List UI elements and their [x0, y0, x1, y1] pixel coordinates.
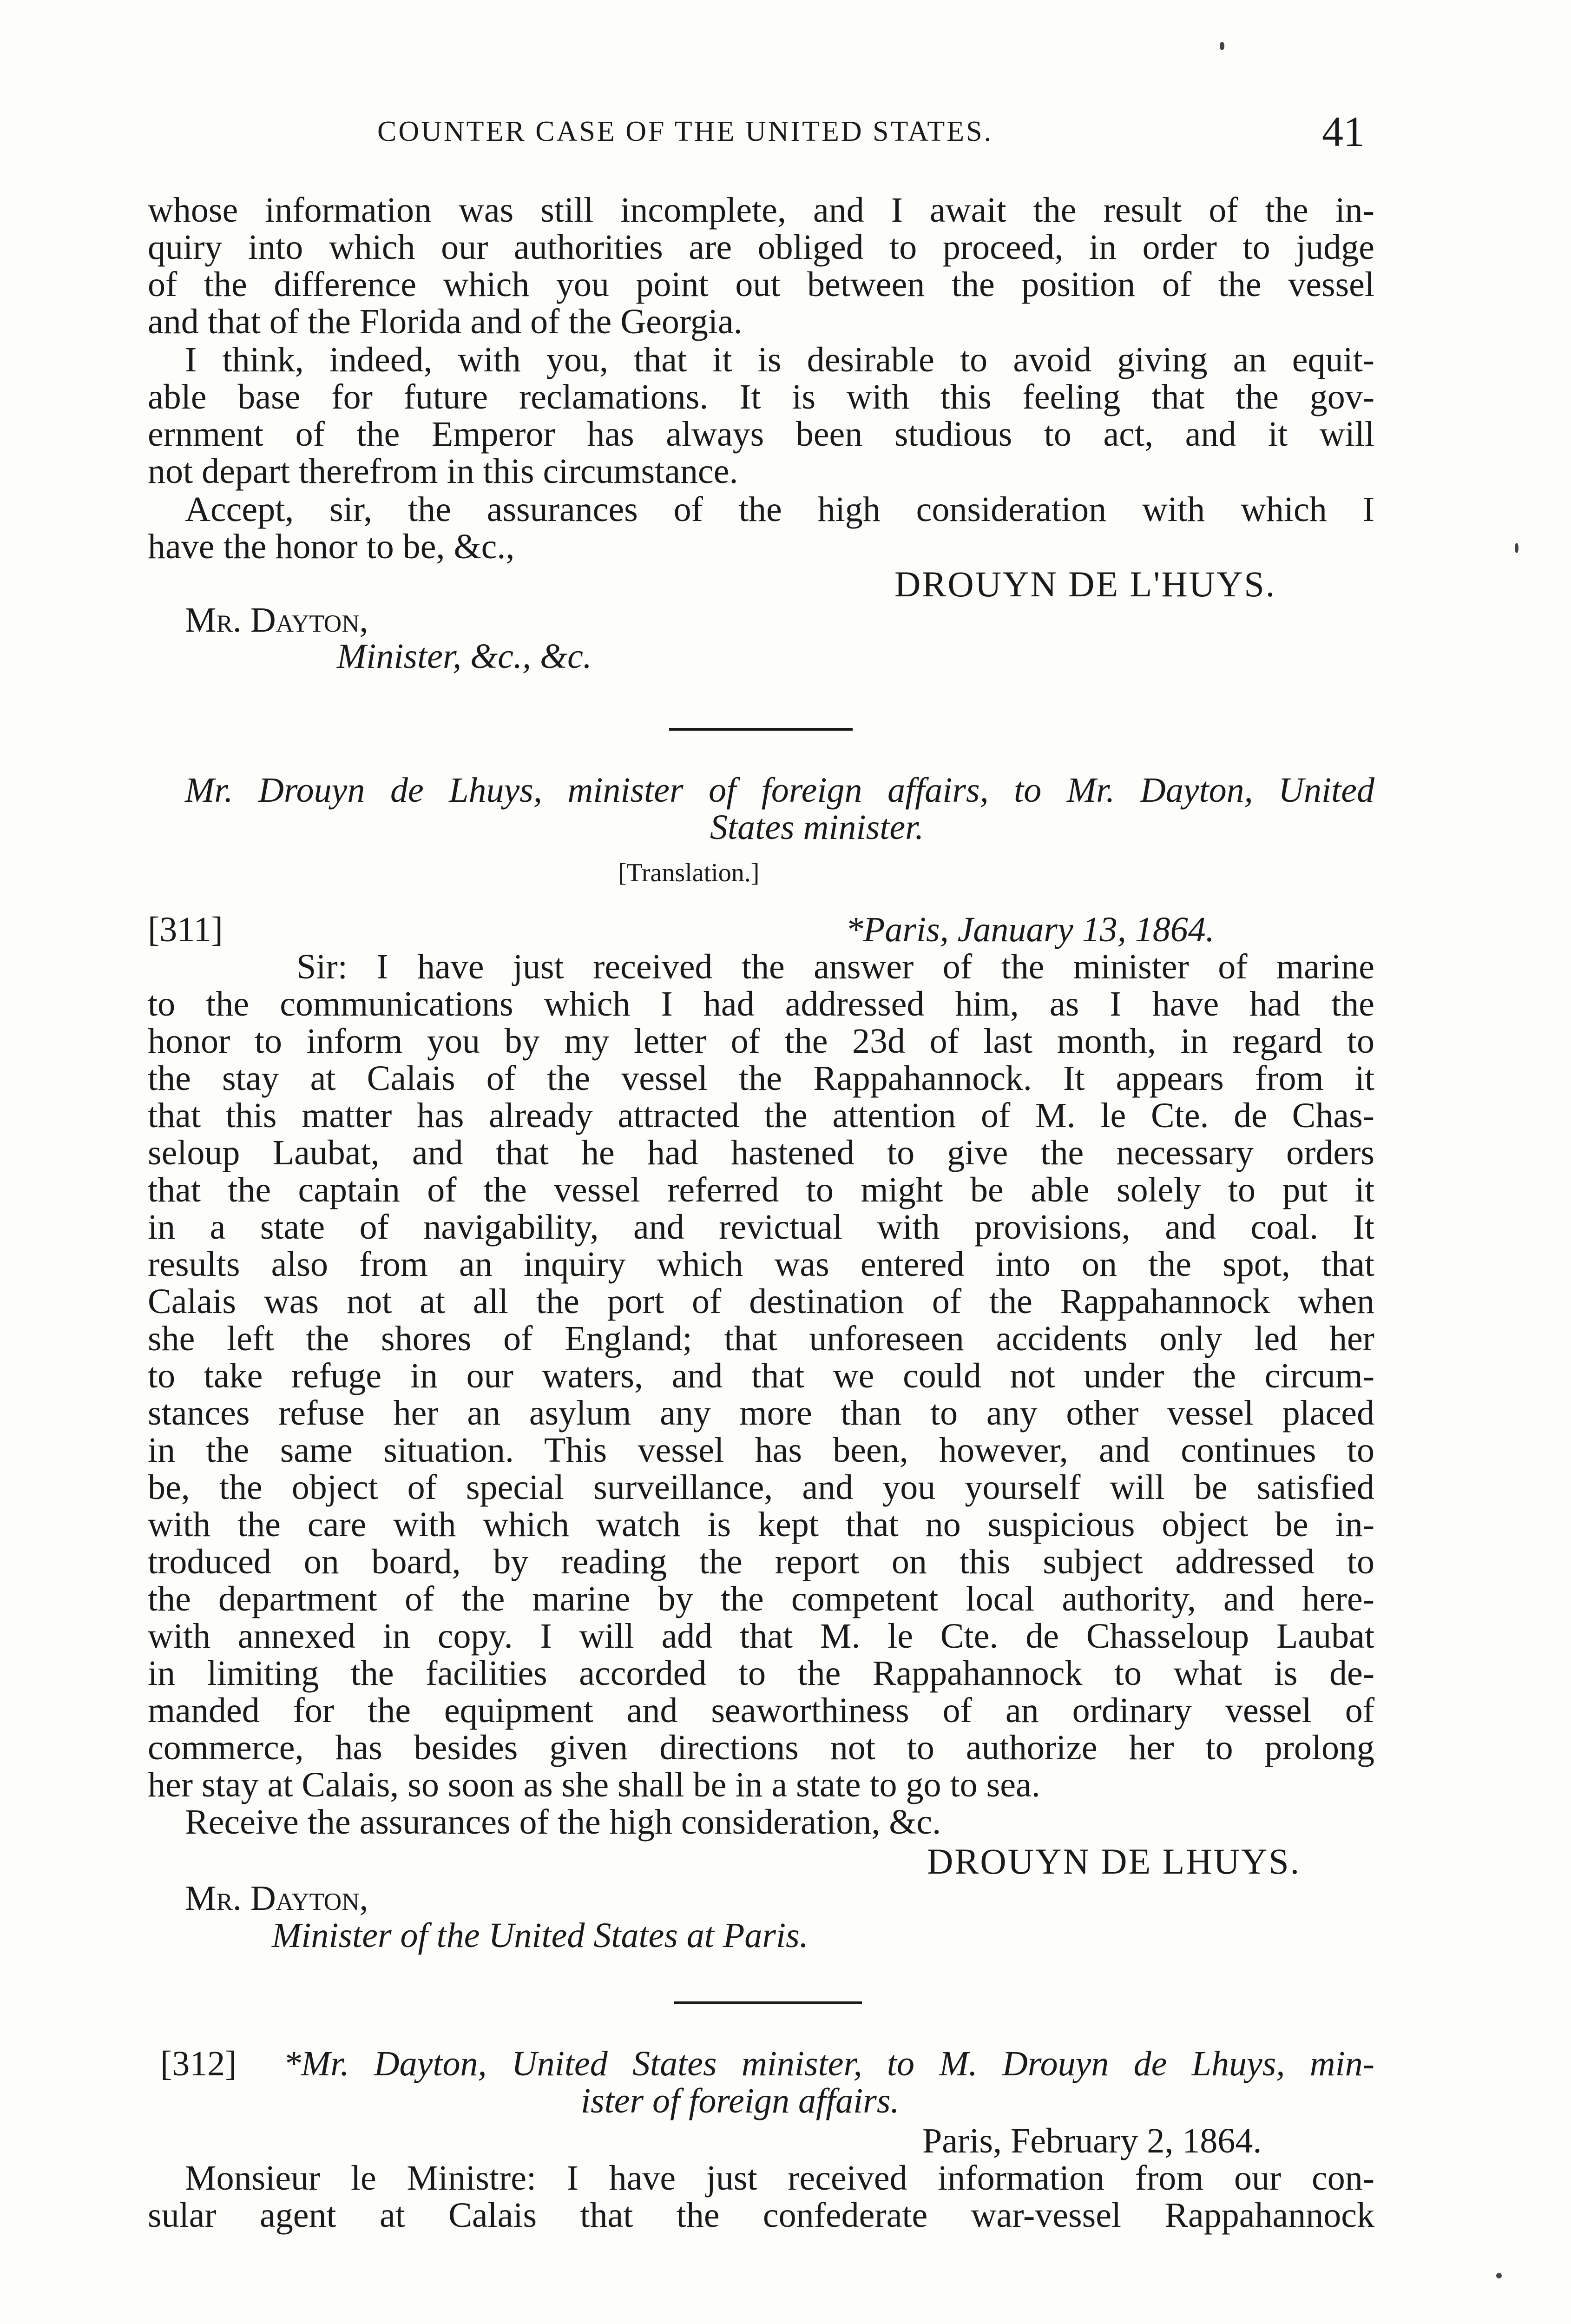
text-line: that this matter has already attracted the attention of M. le Cte. de Chas-	[148, 1096, 1374, 1135]
text-line: troduced on board, by reading the report on this subject addressed to	[148, 1542, 1374, 1581]
text-line: whose information was still incomplete, and I await the result of the in-	[148, 191, 1374, 230]
text-line: to the communications which I had addressed him, as I have had the	[148, 984, 1374, 1023]
text-line: in the same situation. This vessel has been, however, and continues to	[148, 1431, 1374, 1470]
text-line: with annexed in copy. I will add that M. le Cte. de Chasseloup Laubat	[148, 1617, 1374, 1656]
addressee-name: Mr. Dayton,	[185, 601, 368, 640]
addressee-name: Mr. Dayton,	[185, 1879, 368, 1918]
text-line: to take refuge in our waters, and that we could not under the circum-	[148, 1356, 1374, 1395]
text-line: the stay at Calais of the vessel the Rappahannock. It appears from it	[148, 1059, 1374, 1098]
text-line: Monsieur le Ministre: I have just received information from our con-	[185, 2159, 1374, 2198]
text-line: Accept, sir, the assurances of the high consideration with which I	[185, 490, 1374, 529]
page-marker: [311]	[148, 910, 223, 949]
letter-heading-continued: States minister.	[710, 808, 924, 847]
running-head: COUNTER CASE OF THE UNITED STATES.	[377, 116, 993, 147]
addressee-title: Minister of the United States at Paris.	[272, 1916, 809, 1955]
letter-heading-continued: ister of foreign affairs.	[581, 2081, 900, 2120]
text-line: in a state of navigability, and revictual with provisions, and coal. It	[148, 1208, 1374, 1247]
text-line: manded for the equipment and seaworthiness of an ordinary vessel of	[148, 1691, 1374, 1730]
text-line: results also from an inquiry which was entered into on the spot, that	[148, 1245, 1374, 1284]
signature: DROUYN DE L'HUYS.	[894, 564, 1276, 604]
text-line: ernment of the Emperor has always been studious to act, and it will	[148, 415, 1374, 454]
text-line: sular agent at Calais that the confederate war-vessel Rappahannock	[148, 2196, 1374, 2235]
scan-speck	[1496, 2273, 1502, 2278]
page-marker: [312]	[160, 2044, 237, 2083]
scan-speck	[1515, 543, 1518, 553]
text-line: she left the shores of England; that unforeseen accidents only led her	[148, 1319, 1374, 1358]
text-line: able base for future reclamations. It is with this feeling that the gov-	[148, 377, 1374, 416]
text-line: seloup Laubat, and that he had hastened to give the necessary orders	[148, 1133, 1374, 1172]
text-line: her stay at Calais, so soon as she shall be in a state to go to sea.	[148, 1765, 1040, 1804]
text-line: not depart therefrom in this circumstance.	[148, 452, 738, 491]
translation-note: [Translation.]	[618, 858, 760, 887]
letter-heading: Mr. Drouyn de Lhuys, minister of foreign affairs, to Mr. Dayton, United	[185, 771, 1374, 810]
section-divider	[674, 2001, 862, 2004]
section-divider	[669, 728, 853, 731]
text-line: have the honor to be, &c.,	[148, 527, 515, 566]
text-line: Sir: I have just received the answer of the minister of marine	[296, 947, 1374, 986]
text-line: the department of the marine by the competent local authority, and here-	[148, 1579, 1374, 1618]
scan-speck	[1220, 42, 1224, 50]
text-line: in limiting the facilities accorded to the Rappahannock to what is de-	[148, 1654, 1374, 1693]
text-line: I think, indeed, with you, that it is desirable to avoid giving an equit-	[185, 340, 1374, 379]
text-line: be, the object of special surveillance, and you yourself will be satisfied	[148, 1468, 1374, 1507]
closing-line: Receive the assurances of the high consideration, &c.	[185, 1802, 941, 1842]
text-line: commerce, has besides given directions not to authorize her to prolong	[148, 1728, 1374, 1767]
text-line: of the difference which you point out between the position of the vessel	[148, 265, 1374, 304]
letter-heading: *Mr. Dayton, United States minister, to M. Drouyn de Lhuys, min-	[283, 2044, 1374, 2083]
text-line: quiry into which our authorities are obliged to proceed, in order to judge	[148, 228, 1374, 267]
page-number: 41	[1322, 108, 1365, 155]
dateline: Paris, February 2, 1864.	[922, 2121, 1262, 2160]
dateline: *Paris, January 13, 1864.	[846, 910, 1215, 949]
addressee-title: Minister, &c., &c.	[337, 637, 592, 676]
page-header	[0, 107, 1571, 158]
text-line: honor to inform you by my letter of the 23d of last month, in regard to	[148, 1022, 1374, 1061]
text-line: and that of the Florida and of the Georgia.	[148, 302, 743, 341]
text-line: stances refuse her an asylum any more than to any other vessel placed	[148, 1393, 1374, 1433]
text-line: Calais was not at all the port of destination of the Rappahannock when	[148, 1282, 1374, 1321]
text-line: with the care with which watch is kept that no suspicious object be in-	[148, 1505, 1374, 1544]
text-line: that the captain of the vessel referred to might be able solely to put it	[148, 1170, 1374, 1209]
signature: DROUYN DE LHUYS.	[927, 1841, 1301, 1882]
